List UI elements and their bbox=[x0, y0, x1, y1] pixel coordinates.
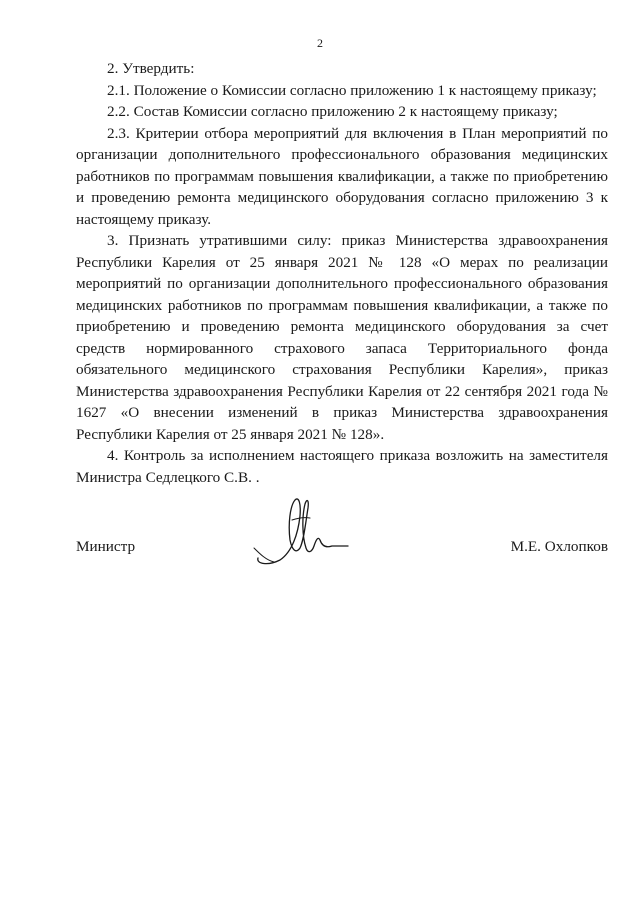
handwritten-signature bbox=[252, 490, 352, 568]
signature-block bbox=[76, 538, 608, 568]
signatory-name: М.Е. Охлопков bbox=[510, 538, 608, 555]
paragraph-approve: 2. Утвердить: bbox=[107, 60, 195, 77]
page-number: 2 bbox=[317, 36, 323, 50]
document-body bbox=[76, 58, 608, 488]
paragraph-3: 3. Признать утратившими силу: приказ Министерства здравоохранения Республики Карелия от 25 января 2021 № 128 «О мерах по реализации мероприятий по организации дополнительного профессионального образования медицинских работников по программам повышения квалификации, а также по приобретению и проведению ремонта медицинского оборудования за счет средств нормированного страхового запаса Территориального фонда обязательного медицинского страхования Республики Карелия», приказ Министерства здравоохранения Республики Карелия от 22 сентября 2021 года № 1627 «О внесении изменений в приказ Министерства здравоохранения Республики Карелия от 25 января 2021 № 128». bbox=[76, 232, 608, 443]
paragraph-4: 4. Контроль за исполнением настоящего приказа возложить на заместителя Министра Седлецкого С.В. . bbox=[76, 447, 608, 486]
paragraph-2-2: 2.2. Состав Комиссии согласно приложению 2 к настоящему приказу; bbox=[107, 103, 558, 120]
paragraph-2-3: 2.3. Критерии отбора мероприятий для включения в План мероприятий по организации дополнительного профессионального образования медицинских работников по программам повышения квалификации, а также по приобретению и проведению ремонта медицинского оборудования согласно приложению 3 к настоящему приказу. bbox=[76, 124, 608, 228]
paragraph-2-1: 2.1. Положение о Комиссии согласно приложению 1 к настоящему приказу; bbox=[107, 81, 597, 99]
signatory-title: Министр bbox=[76, 538, 136, 555]
